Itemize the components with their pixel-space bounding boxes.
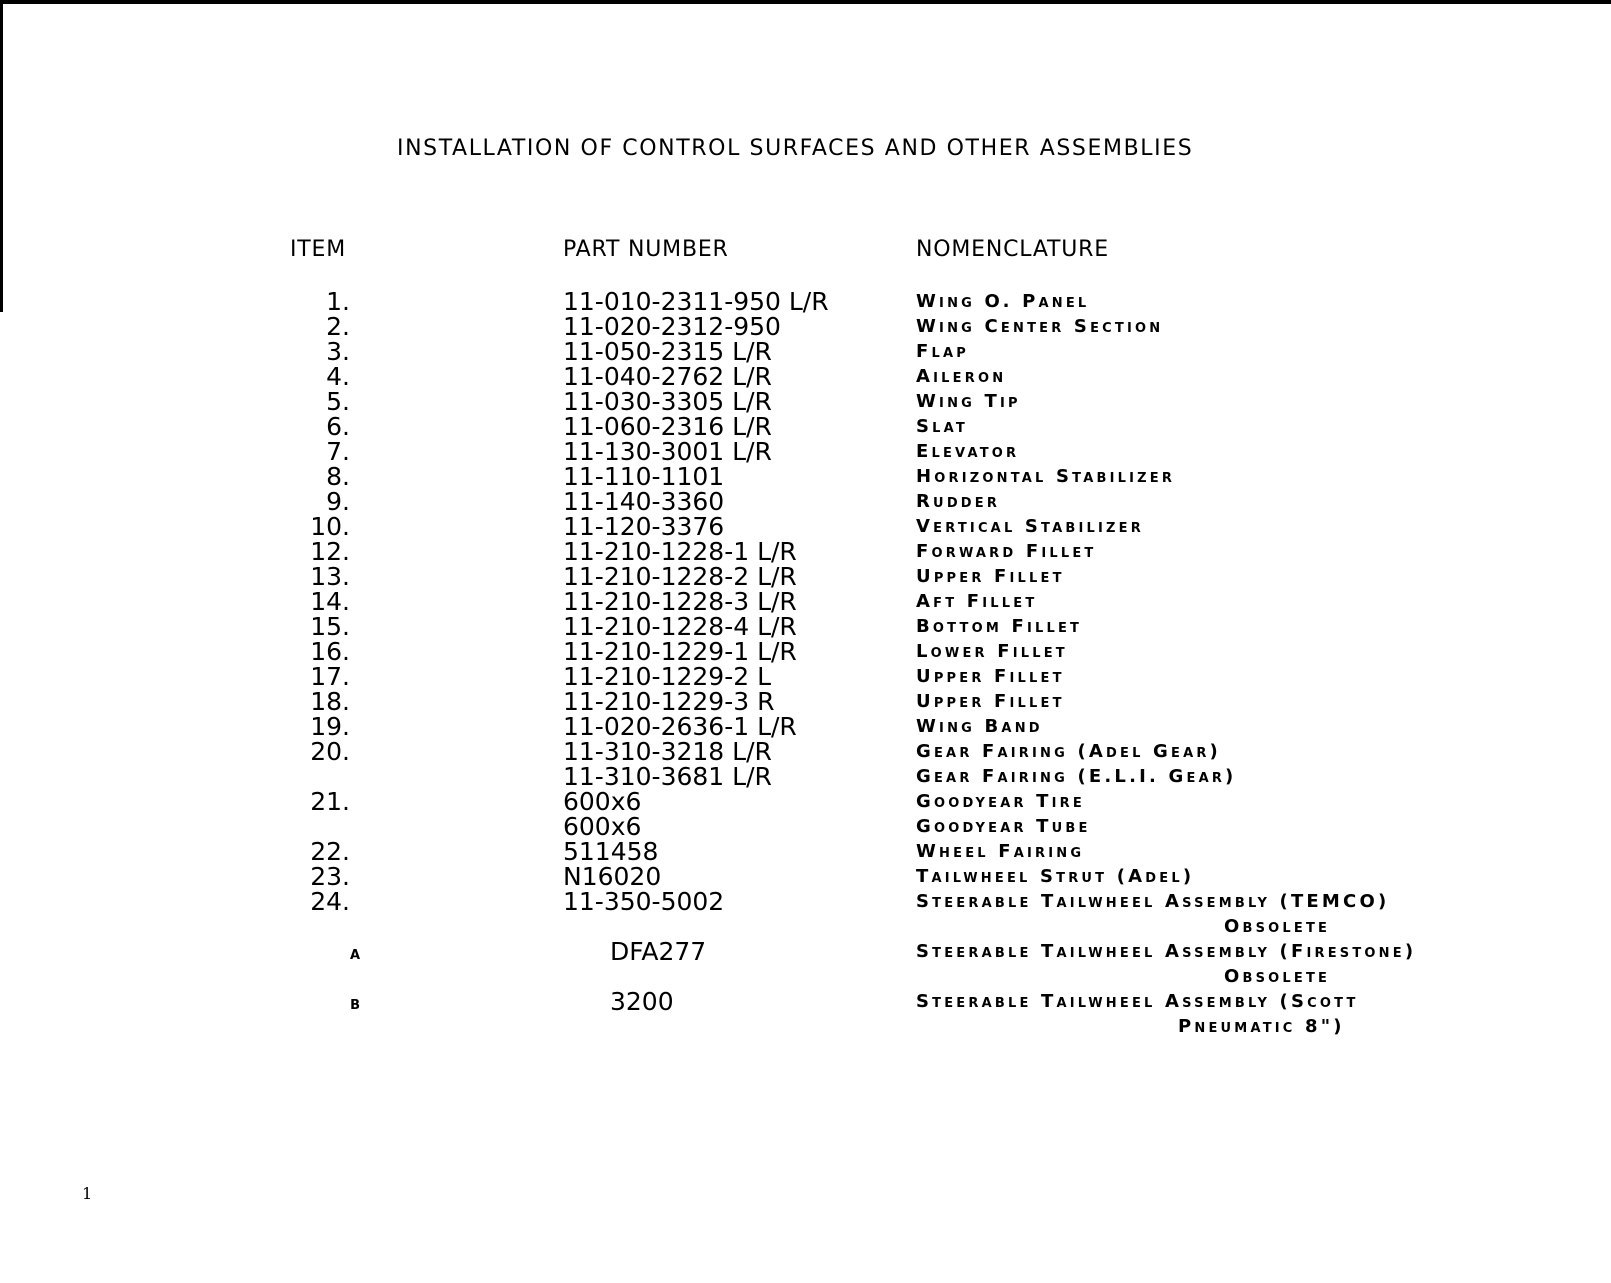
table-row bbox=[0, 464, 1611, 489]
table-row bbox=[0, 439, 1611, 464]
nomenclature: Flap bbox=[916, 341, 969, 362]
table-row bbox=[0, 714, 1611, 739]
page-number: 1 bbox=[82, 1184, 93, 1203]
part-number: 11-120-3376 bbox=[563, 512, 725, 541]
part-number: 11-210-1228-2 L/R bbox=[563, 562, 797, 591]
part-number: 11-020-2636-1 L/R bbox=[563, 712, 797, 741]
table-row bbox=[0, 564, 1611, 589]
nomenclature: Aileron bbox=[916, 366, 1007, 387]
part-number: 11-210-1229-2 L bbox=[563, 662, 771, 691]
header-part-number: PART NUMBER bbox=[563, 237, 729, 262]
table-row bbox=[0, 589, 1611, 614]
part-number: 11-310-3218 L/R bbox=[563, 737, 772, 766]
item-number: 5. bbox=[326, 387, 350, 416]
part-number: N16020 bbox=[563, 862, 662, 891]
table-row bbox=[0, 539, 1611, 564]
nomenclature: Upper Fillet bbox=[916, 691, 1065, 712]
part-number: 11-210-1228-1 L/R bbox=[563, 537, 797, 566]
item-number: 18. bbox=[310, 687, 350, 716]
table-row bbox=[0, 639, 1611, 664]
part-number: 600x6 bbox=[563, 787, 642, 816]
table-row bbox=[0, 314, 1611, 339]
table-row bbox=[0, 514, 1611, 539]
item-number: 13. bbox=[310, 562, 350, 591]
item-number: 16. bbox=[310, 637, 350, 666]
part-number: 11-210-1228-3 L/R bbox=[563, 587, 797, 616]
part-number: 11-130-3001 L/R bbox=[563, 437, 772, 466]
part-number: 11-350-5002 bbox=[563, 887, 725, 916]
table-row bbox=[0, 614, 1611, 639]
part-number: 11-050-2315 L/R bbox=[563, 337, 772, 366]
item-number: 14. bbox=[310, 587, 350, 616]
part-number: 11-060-2316 L/R bbox=[563, 412, 772, 441]
item-number: 7. bbox=[326, 437, 350, 466]
table-row bbox=[0, 364, 1611, 389]
nomenclature: Steerable Tailwheel Assembly (Scott bbox=[916, 991, 1359, 1012]
item-number: 9. bbox=[326, 487, 350, 516]
item-number: 19. bbox=[310, 712, 350, 741]
nomenclature: Gear Fairing (Adel Gear) bbox=[916, 741, 1221, 762]
header-nomenclature: NOMENCLATURE bbox=[916, 237, 1109, 262]
part-number: 11-210-1229-3 R bbox=[563, 687, 775, 716]
table-row bbox=[0, 739, 1611, 764]
item-number: 20. bbox=[310, 737, 350, 766]
nomenclature: Goodyear Tube bbox=[916, 816, 1091, 837]
table-row bbox=[0, 489, 1611, 514]
nomenclature: Elevator bbox=[916, 441, 1020, 462]
item-number: 23. bbox=[310, 862, 350, 891]
nomenclature: Vertical Stabilizer bbox=[916, 516, 1144, 537]
nomenclature: Wing Band bbox=[916, 716, 1043, 737]
table-row bbox=[0, 889, 1611, 939]
item-number: 2. bbox=[326, 312, 350, 341]
nomenclature: Wing Center Section bbox=[916, 316, 1164, 337]
table-row bbox=[0, 864, 1611, 889]
parts-table bbox=[0, 289, 1611, 1039]
nomenclature: Slat bbox=[916, 416, 968, 437]
header-item: ITEM bbox=[290, 237, 347, 262]
table-row bbox=[0, 764, 1611, 789]
table-row bbox=[0, 814, 1611, 839]
part-number: 11-110-1101 bbox=[563, 462, 725, 491]
table-row bbox=[0, 664, 1611, 689]
table-row bbox=[0, 339, 1611, 364]
nomenclature: Lower Fillet bbox=[916, 641, 1068, 662]
nomenclature: Aft Fillet bbox=[916, 591, 1038, 612]
nomenclature: Rudder bbox=[916, 491, 1001, 512]
part-number: 600x6 bbox=[563, 812, 642, 841]
item-number: 10. bbox=[310, 512, 350, 541]
item-number: 12. bbox=[310, 537, 350, 566]
item-number: 17. bbox=[310, 662, 350, 691]
table-row bbox=[0, 789, 1611, 814]
part-number: 11-210-1228-4 L/R bbox=[563, 612, 797, 641]
table-row bbox=[0, 989, 1611, 1039]
nomenclature-continuation: Pneumatic 8") bbox=[1178, 1016, 1345, 1037]
part-number: 3200 bbox=[610, 987, 674, 1016]
item-number: A bbox=[349, 948, 360, 963]
item-number: 22. bbox=[310, 837, 350, 866]
table-row bbox=[0, 414, 1611, 439]
table-row bbox=[0, 839, 1611, 864]
nomenclature-continuation: Obsolete bbox=[1224, 916, 1331, 937]
table-row bbox=[0, 389, 1611, 414]
part-number: 511458 bbox=[563, 837, 659, 866]
part-number: 11-010-2311-950 L/R bbox=[563, 287, 829, 316]
page-border-top bbox=[0, 0, 1611, 4]
nomenclature: Tailwheel Strut (Adel) bbox=[916, 866, 1195, 887]
nomenclature: Bottom Fillet bbox=[916, 616, 1083, 637]
item-number: 1. bbox=[326, 287, 350, 316]
part-number: 11-040-2762 L/R bbox=[563, 362, 772, 391]
nomenclature: Gear Fairing (E.L.I. Gear) bbox=[916, 766, 1237, 787]
item-number: 6. bbox=[326, 412, 350, 441]
item-number: 4. bbox=[326, 362, 350, 391]
part-number: 11-020-2312-950 bbox=[563, 312, 781, 341]
nomenclature: Steerable Tailwheel Assembly (TEMCO) bbox=[916, 891, 1390, 912]
nomenclature: Upper Fillet bbox=[916, 566, 1065, 587]
nomenclature: Upper Fillet bbox=[916, 666, 1065, 687]
item-number: 8. bbox=[326, 462, 350, 491]
nomenclature: Wing O. Panel bbox=[916, 291, 1090, 312]
nomenclature: Forward Fillet bbox=[916, 541, 1097, 562]
nomenclature: Wing Tip bbox=[916, 391, 1021, 412]
item-number: B bbox=[350, 998, 360, 1013]
item-number: 21. bbox=[310, 787, 350, 816]
item-number: 15. bbox=[310, 612, 350, 641]
nomenclature-continuation: Obsolete bbox=[1224, 966, 1331, 987]
part-number: 11-310-3681 L/R bbox=[563, 762, 772, 791]
table-row bbox=[0, 939, 1611, 989]
page-title: INSTALLATION OF CONTROL SURFACES AND OTHER ASSEMBLIES bbox=[397, 136, 1194, 161]
table-row bbox=[0, 689, 1611, 714]
part-number: 11-030-3305 L/R bbox=[563, 387, 772, 416]
table-row bbox=[0, 289, 1611, 314]
nomenclature: Wheel Fairing bbox=[916, 841, 1085, 862]
nomenclature: Horizontal Stabilizer bbox=[916, 466, 1176, 487]
part-number: 11-210-1229-1 L/R bbox=[563, 637, 797, 666]
nomenclature: Steerable Tailwheel Assembly (Firestone) bbox=[916, 941, 1417, 962]
item-number: 24. bbox=[310, 887, 350, 916]
part-number: 11-140-3360 bbox=[563, 487, 725, 516]
part-number: DFA277 bbox=[610, 937, 707, 966]
item-number: 3. bbox=[326, 337, 350, 366]
nomenclature: Goodyear Tire bbox=[916, 791, 1085, 812]
